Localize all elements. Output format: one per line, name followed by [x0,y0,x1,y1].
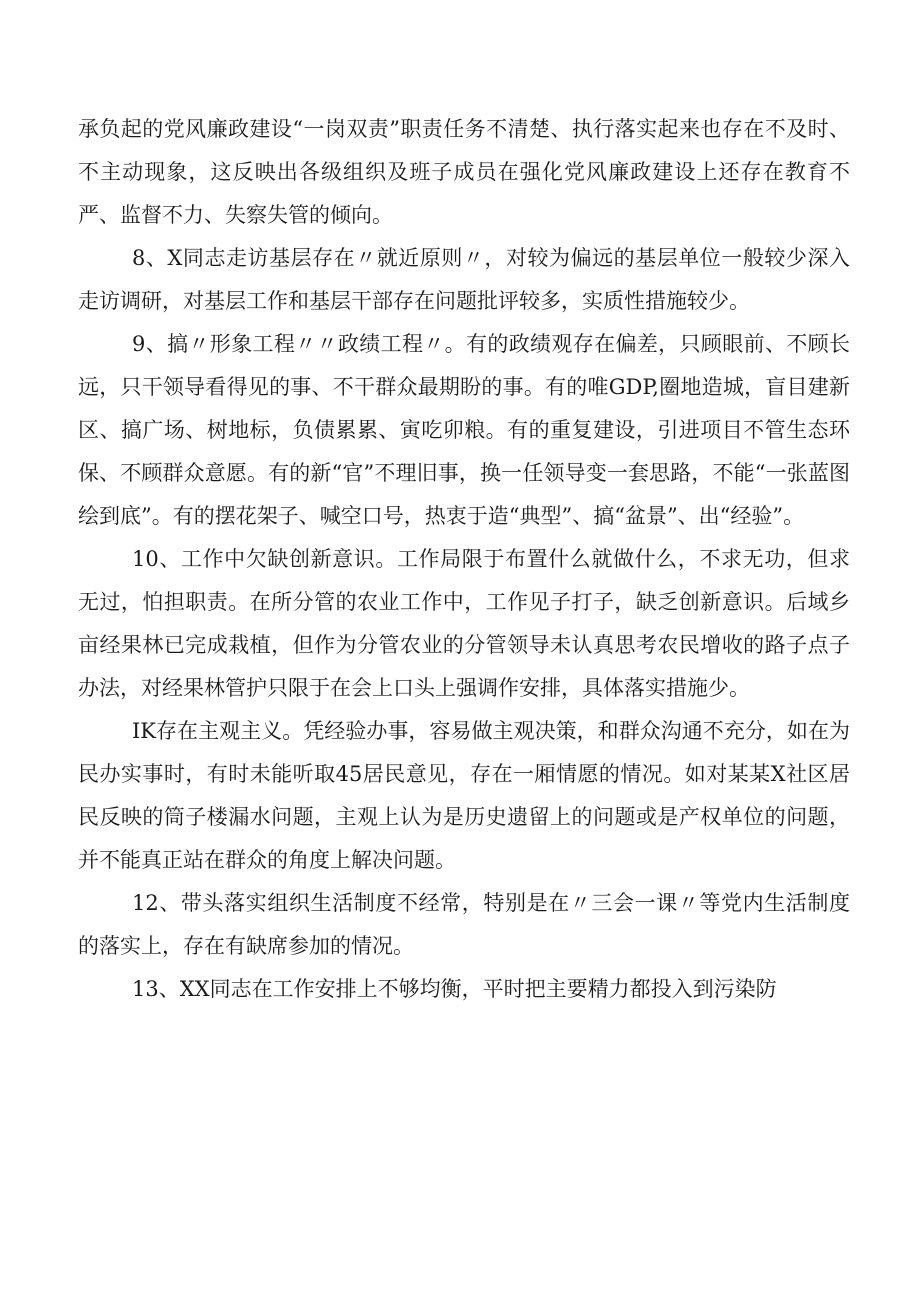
paragraph-item-9: 9、搞〃形象工程〃〃政绩工程〃。有的政绩观存在偏差，只顾眼前、不顾长远，只干领导看得见的事、不干群众最期盼的事。有的唯GDP,圈地造城，盲目建新区、搞广场、树地标，负债累累、寅吃卯粮。有的重复建设，引进项目不管生态环保、不顾群众意愿。有的新“官”不理旧事，换一任领导变一套思路，不能“一张蓝图绘到底”。有的摆花架子、喊空口号，热衷于造“典型”、搞“盆景”、出“经验”。 [78,332,850,528]
paragraph-item-10: 10、工作中欠缺创新意识。工作局限于布置什么就做什么，不求无功，但求无过，怕担职责。在所分管的农业工作中，工作见子打子，缺乏创新意识。后域乡亩经果林已完成栽植，但作为分管农业的分管领导未认真思考农民增收的路子点子办法，对经果林管护只限于在会上口头上强调作安排，具体落实措施少。 [78,547,850,700]
document-body [78,108,850,1011]
paragraph-item-11: IK存在主观主义。凭经验办事，容易做主观决策，和群众沟通不充分，如在为民办实事时，有时未能听取45居民意见，存在一厢情愿的情况。如对某某X社区居民反映的筒子楼漏水问题，主观上认为是历史遗留上的问题或是产权单位的问题，并不能真正站在群众的角度上解决问题。 [78,719,850,872]
paragraph-item-8: 8、X同志走访基层存在〃就近原则〃，对较为偏远的基层单位一般较少深入走访调研，对基层工作和基层干部存在问题批评较多，实质性措施较少。 [78,246,850,313]
paragraph-item-13: 13、XX同志在工作安排上不够均衡，平时把主要精力都投入到污染防 [132,977,777,1001]
paragraph-item-12: 12、带头落实组织生活制度不经常，特别是在〃三会一课〃等党内生活制度的落实上，存在有缺席参加的情况。 [78,891,850,958]
paragraph-continuation: 承负起的党风廉政建设“一岗双责”职责任务不清楚、执行落实起来也存在不及时、不主动现象，这反映出各级组织及班子成员在强化党风廉政建设上还存在教育不严、监督不力、失察失管的倾向。 [78,117,850,227]
